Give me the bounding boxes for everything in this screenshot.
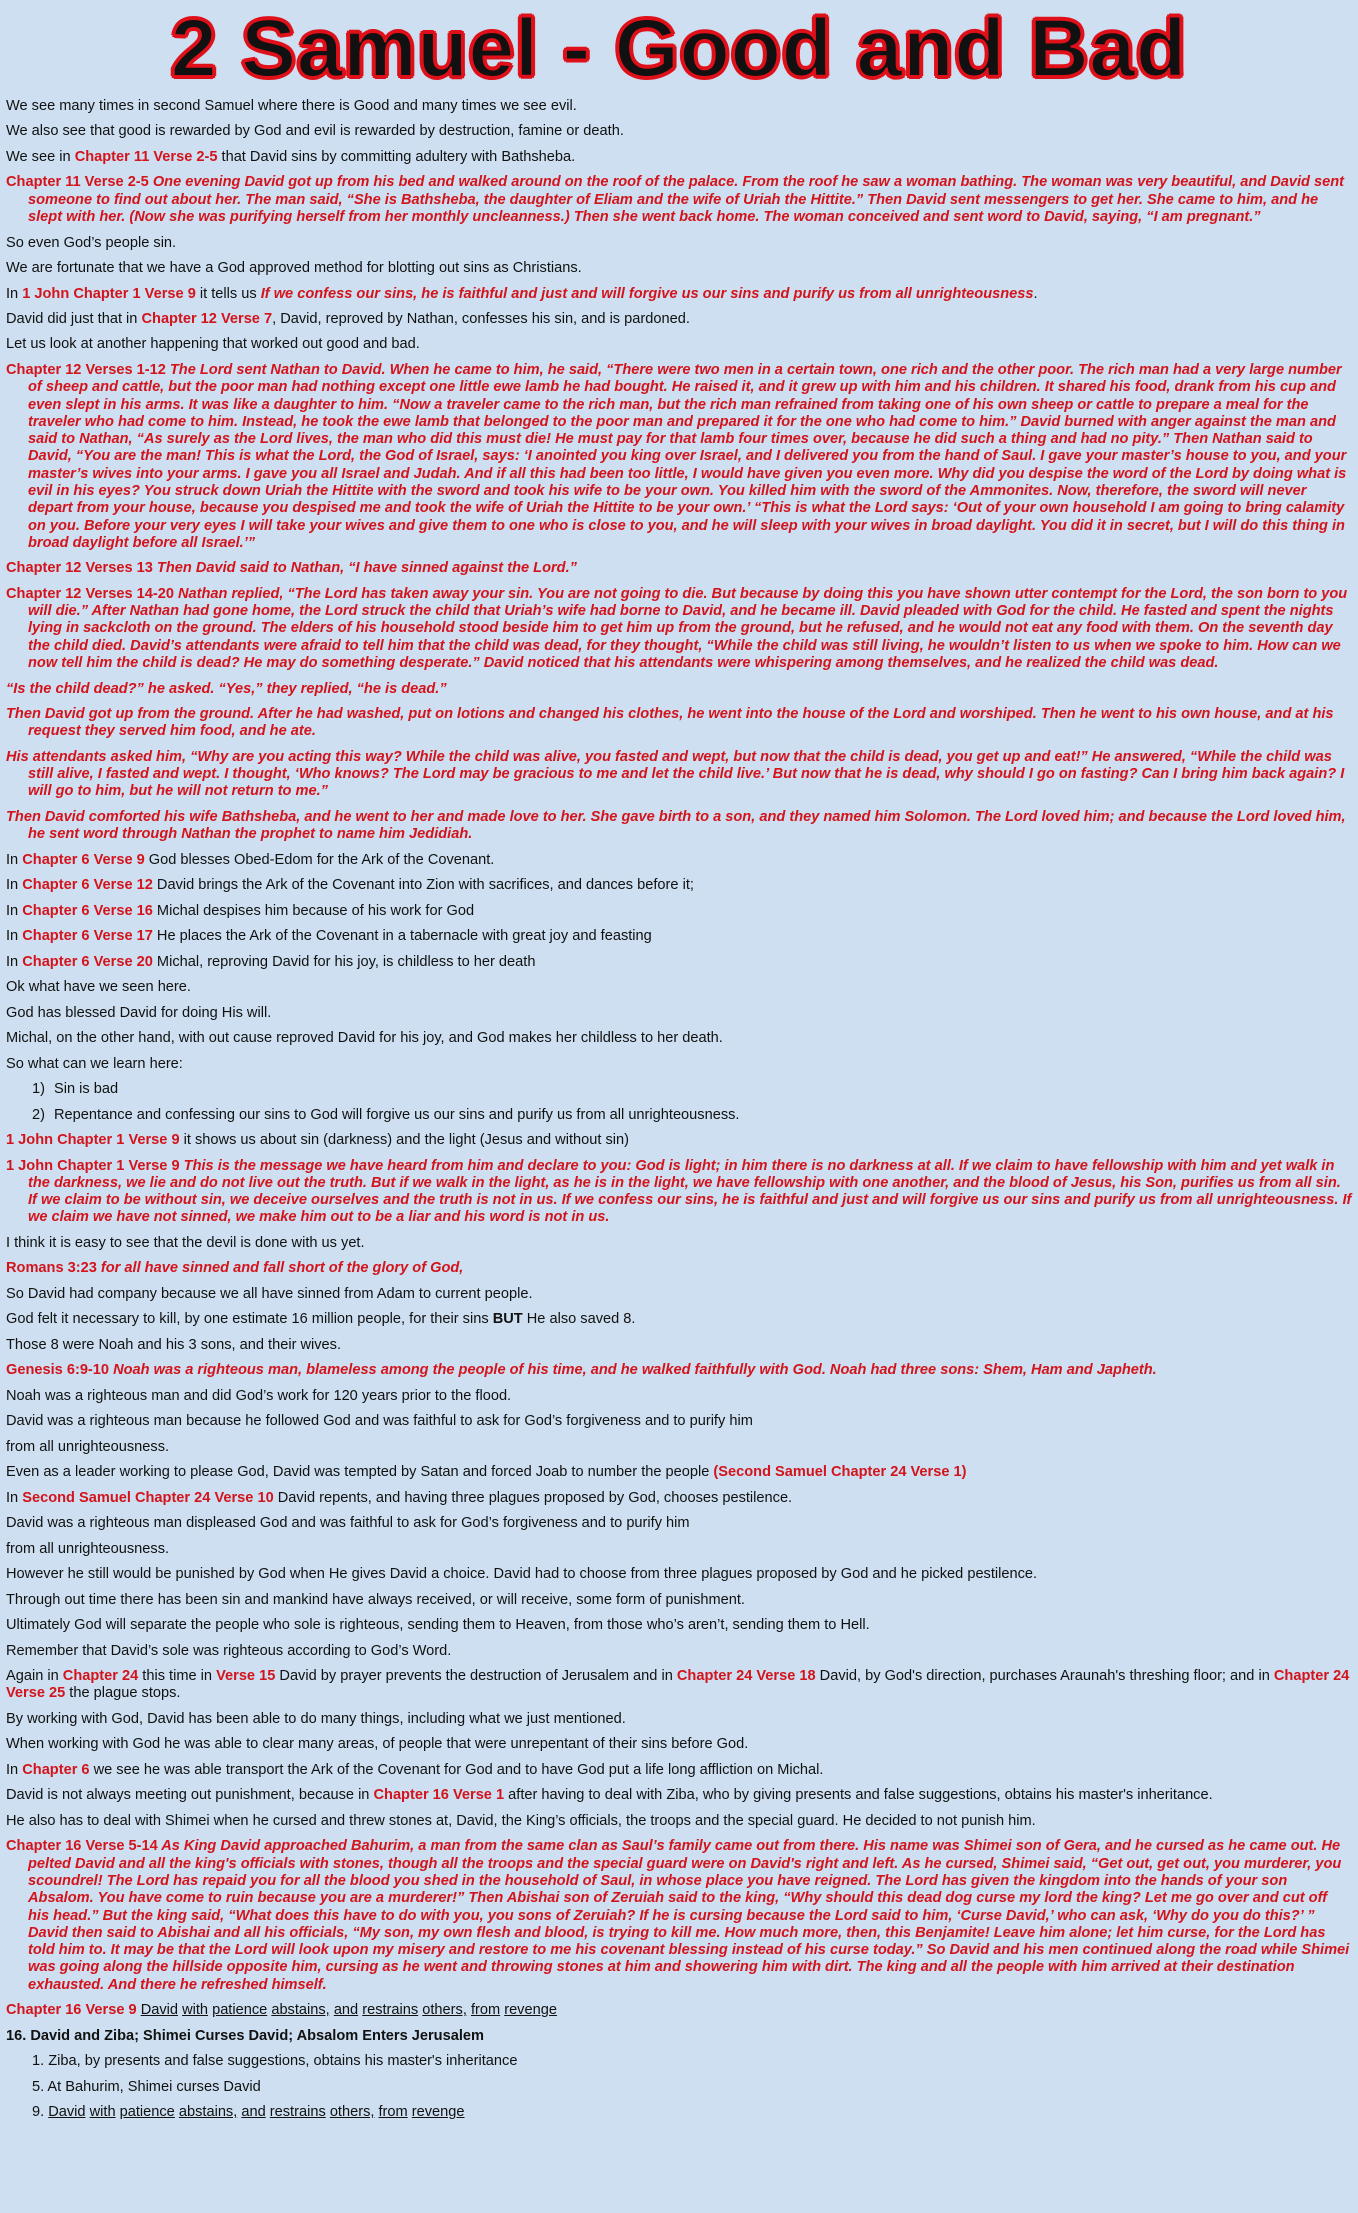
scripture-quote — [6, 749, 1352, 801]
text: we see he was able transport the Ark of the Covenant for God and to have God put a life long affliction on Michal. — [89, 1761, 824, 1778]
scripture-reference: Chapter 6 Verse 9 — [22, 851, 145, 868]
scripture-reference: Chapter 12 Verses 1-12 — [6, 361, 166, 378]
text: 5. At Bahurim, Shimei curses David — [32, 2078, 261, 2095]
paragraph — [6, 877, 1352, 894]
underlined-word: others, — [329, 2104, 375, 2121]
text: David is not always meeting out punishment, because in — [6, 1787, 374, 1804]
text: David brings the Ark of the Covenant into Zion with sacrifices, and dances before it; — [152, 877, 694, 894]
paragraph — [6, 1566, 1352, 1583]
list-number: 9. — [32, 2104, 45, 2121]
text: In — [6, 902, 23, 919]
paragraph — [6, 1056, 1352, 1073]
scripture-text: If we confess our sins, he is faithful and just and will forgive us our sins and purify us from all unrighteousness — [260, 285, 1034, 302]
emphasis: BUT — [492, 1311, 523, 1328]
scripture-reference: (Second Samuel Chapter 24 Verse 1) — [713, 1464, 967, 1481]
text: He also saved 8. — [522, 1311, 636, 1328]
text: it tells us — [195, 285, 261, 302]
scripture-quote — [6, 1838, 1352, 1994]
paragraph — [6, 954, 1352, 971]
scripture-quote — [6, 1158, 1352, 1227]
underlined-word: abstains, — [178, 2104, 238, 2121]
paragraph — [6, 1132, 1352, 1149]
scripture-reference: Chapter 24 Verse 18 — [676, 1668, 816, 1685]
paragraph — [6, 1787, 1352, 1804]
text: after having to deal with Ziba, who by giving presents and false suggestions, obtains his master's inheritance. — [504, 1787, 1213, 1804]
text: 1. Ziba, by presents and false suggestions, obtains his master's inheritance — [32, 2053, 518, 2070]
scripture-quote — [6, 586, 1352, 672]
scripture-quote — [6, 706, 1352, 741]
paragraph — [6, 1388, 1352, 1405]
scripture-reference: 1 John Chapter 1 Verse 9 — [6, 1157, 180, 1174]
scripture-reference: Chapter 6 Verse 16 — [22, 902, 153, 919]
paragraph — [6, 123, 1352, 140]
scripture-text: One evening David got up from his bed and walked around on the roof of the palace. From the roof he saw a woman bathing. The woman was very beautiful, and David sent someone to find out about her. The man said, “She is Bathsheba, the daughter of Eliam and the wife of Uriah the Hittite.” Then David sent messengers to get her. She came to him, and he slept with her. (Now she was purifying herself from her monthly uncleanness.) Then she went back home. The woman conceived and sent word to David, saying, “I am pregnant.” — [28, 174, 1345, 226]
scripture-quote — [6, 174, 1352, 226]
scripture-reference: Chapter 16 Verse 1 — [373, 1787, 505, 1804]
paragraph — [6, 1711, 1352, 1728]
paragraph — [6, 928, 1352, 945]
text: Sin is bad — [54, 1081, 119, 1098]
scripture-reference: Chapter 24 — [62, 1668, 139, 1685]
text: . — [1033, 285, 1038, 302]
text: Let us look at another happening that worked out good and bad. — [6, 336, 420, 353]
text: Repentance and confessing our sins to God will forgive us our sins and purify us from all unrighteousness. — [54, 1106, 740, 1123]
text: Michal despises him because of his work for God — [152, 902, 475, 919]
text: David did just that in — [6, 310, 142, 327]
text: So what can we learn here: — [6, 1055, 183, 1072]
scripture-reference: Chapter 6 — [22, 1761, 90, 1778]
paragraph — [6, 2002, 1352, 2019]
scripture-reference: Chapter 12 Verse 7 — [141, 310, 273, 327]
scripture-text: His attendants asked him, “Why are you acting this way? While the child was alive, you fasted and wept, but now that the child is dead, you get up and eat!” He answered, “While the child was still alive, I fasted and wept. I thought, ‘Who knows? The Lord may be gracious to me and let the child live.’ But now that he is dead, why should I go on fasting? Can I bring him back again? I will go to him, but he will not return to me.” — [6, 748, 1345, 800]
scripture-quote — [6, 681, 1352, 698]
paragraph — [6, 1286, 1352, 1303]
underlined-word: patience — [119, 2104, 175, 2121]
paragraph — [6, 1005, 1352, 1022]
text: In — [6, 953, 23, 970]
text: Again in — [6, 1668, 63, 1685]
underlined-word: with — [182, 2002, 209, 2019]
scripture-text: Noah was a righteous man, blameless among the people of his time, and he walked faithfully with God. Noah had three sons: Shem, Ham and Japheth. — [109, 1362, 1157, 1379]
text: Remember that David’s sole was righteous according to God’s Word. — [6, 1642, 452, 1659]
underlined-word: revenge — [504, 2002, 557, 2019]
text: By working with God, David has been able to do many things, including what we just mentioned. — [6, 1710, 626, 1727]
paragraph — [6, 1362, 1352, 1379]
text: In — [6, 1761, 23, 1778]
paragraph — [6, 852, 1352, 869]
scripture-text: As King David approached Bahurim, a man from the same clan as Saul’s family came out from there. His name was Shimei son of Gera, and he cursed as he came out. He pelted David and all the king's officials with stones, though all the troops and the special guard were on David's right and left. As he cursed, Shimei said, “Get out, get out, you murderer, you scoundrel! The Lord has repaid you for all the blood you shed in the household of Saul, in whose place you have reigned. The Lord has given the kingdom into the hands of your son Absalom. You have come to ruin because you are a murderer!” Then Abishai son of Zeruiah said to the king, “Why should this dead dog curse my lord the king? Let me go over and cut off his head.” But the king said, “What does this have to do with you, you sons of Zeruiah? If he is cursing because the Lord said to him, ‘Curse David,’ who can ask, ‘Why do you do this?’ ” David then said to Abishai and all his officials, “My son, my own flesh and blood, is trying to kill me. How much more, then, this Benjamite! Leave him alone; let him curse, for the Lord has told him to. It may be that the Lord will look upon my misery and restore to me his covenant blessing instead of his curse today.” So David and his men continued along the road while Shimei was going along the hillside opposite him, cursing as he went and throwing stones at him and showering him with dirt. The king and all the people with him arrived at their destination exhausted. And there he refreshed himself. — [28, 1838, 1350, 1993]
scripture-reference: Chapter 16 Verse 9 — [6, 2002, 137, 2019]
text: Michal, on the other hand, with out cause reproved David for his joy, and God makes her childless to her death. — [6, 1030, 723, 1047]
text: the plague stops. — [65, 1685, 181, 1702]
paragraph — [6, 979, 1352, 996]
text: David repents, and having three plagues proposed by God, chooses pestilence. — [273, 1489, 793, 1506]
list-item — [6, 2053, 1352, 2070]
text: When working with God he was able to clear many areas, of people that were unrepentant of their sins before God. — [6, 1736, 749, 1753]
scripture-reference: Second Samuel Chapter 24 Verse 10 — [22, 1489, 274, 1506]
list-item — [6, 2079, 1352, 2096]
scripture-quote — [6, 809, 1352, 844]
scripture-text: The Lord sent Nathan to David. When he came to him, he said, “There were two men in a certain town, one rich and the other poor. The rich man had a very large number of sheep and cattle, but the poor man had nothing except one little ewe lamb he had bought. He raised it, and it grew up with him and his children. It shared his food, drank from his cup and even slept in his arms. It was like a daughter to him. “Now a traveler came to the rich man, but the rich man refrained from taking one of his own sheep or cattle to prepare a meal for the traveler who had come to him. Instead, he took the ewe lamb that belonged to the poor man and prepared it for the one who had come to him.” David burned with anger against the man and said to Nathan, “As surely as the Lord lives, the man who did this must die! He must pay for that lamb four times over, because he did such a thing and had no pity.” Then Nathan said to David, “You are the man! This is what the Lord, the God of Israel, says: ‘I anointed you king over Israel, and I delivered you from the hand of Saul. I gave your master’s house to you, and your master’s wives into your arms. I gave you all Israel and Judah. And if all this had been too little, I would have given you even more. Why did you despise the word of the Lord by doing what is evil in his eyes? You struck down Uriah the Hittite with the sword and took his wife to be your own. You killed him with the sword of the Ammonites. Now, therefore, the sword will never depart from your house, because you despised me and took the wife of Uriah the Hittite to be your own.’ “This is what the Lord says: ‘Out of your own household I am going to bring calamity on you. Before your very eyes I will take your wives and give them to one who is close to you, and he will sleep with your wives in broad daylight. You did it in secret, but I will do this thing in broad daylight before all Israel.’” — [28, 361, 1347, 551]
text: , David, reproved by Nathan, confesses his sin, and is pardoned. — [272, 310, 690, 327]
paragraph — [6, 1668, 1352, 1703]
underlined-word: restrains — [362, 2002, 419, 2019]
text: Ok what have we seen here. — [6, 979, 191, 996]
scripture-text: for all have sinned and fall short of the glory of God, — [96, 1260, 464, 1277]
scripture-reference: Chapter 11 Verse 2-5 — [6, 174, 149, 191]
text: He places the Ark of the Covenant in a tabernacle with great joy and feasting — [152, 928, 652, 945]
text: Those 8 were Noah and his 3 sons, and their wives. — [6, 1336, 342, 1353]
underlined-word: from — [378, 2104, 408, 2121]
text: In — [6, 851, 23, 868]
text: I think it is easy to see that the devil is done with us yet. — [6, 1234, 365, 1251]
paragraph — [6, 1311, 1352, 1328]
text: David was a righteous man displeased God and was faithful to ask for God’s forgiveness and to purify him — [6, 1515, 690, 1532]
text: David by prayer prevents the destruction of Jerusalem and in — [275, 1668, 677, 1685]
paragraph — [6, 1490, 1352, 1507]
text: In — [6, 1489, 23, 1506]
text: We are fortunate that we have a God approved method for blotting out sins as Christians. — [6, 260, 582, 277]
scripture-quote — [6, 362, 1352, 552]
scripture-reference: Chapter 16 Verse 5-14 — [6, 1838, 158, 1855]
list-item — [6, 1081, 1352, 1098]
paragraph — [6, 1413, 1352, 1430]
text: David, by God's direction, purchases Araunah's threshing floor; and in — [815, 1668, 1274, 1685]
scripture-text: Then David got up from the ground. After he had washed, put on lotions and changed his clothes, he went into the house of the Lord and worshiped. Then he went to his own house, and at his request they served him food, and he ate. — [6, 706, 1334, 740]
paragraph — [6, 1541, 1352, 1558]
paragraph — [6, 260, 1352, 277]
underlined-word: and — [241, 2104, 266, 2121]
section-heading: 16. David and Ziba; Shimei Curses David; Absalom Enters Jerusalem — [6, 2027, 484, 2044]
list-item — [6, 2104, 1352, 2121]
paragraph — [6, 336, 1352, 353]
text: He also has to deal with Shimei when he cursed and threw stones at, David, the King’s officials, the troops and the special guard. He decided to not punish him. — [6, 1812, 1036, 1829]
paragraph — [6, 903, 1352, 920]
text: In — [6, 928, 23, 945]
scripture-quote — [6, 560, 1352, 577]
document-body — [6, 98, 1352, 2121]
text: God has blessed David for doing His will. — [6, 1004, 272, 1021]
paragraph — [6, 1736, 1352, 1753]
paragraph — [6, 1592, 1352, 1609]
scripture-reference: Chapter 6 Verse 17 — [22, 928, 153, 945]
paragraph — [6, 1813, 1352, 1830]
paragraph — [6, 1515, 1352, 1532]
scripture-text: This is the message we have heard from him and declare to you: God is light; in him there is no darkness at all. If we claim to have fellowship with him and yet walk in the darkness, we lie and do not live out the truth. But if we walk in the light, as he is in the light, we have fellowship with one another, and the blood of Jesus, his Son, purifies us from all sin. If we claim to be without sin, we deceive ourselves and the truth is not in us. If we confess our sins, he is faithful and just and will forgive us our sins and purify us from all unrighteousness. If we claim we have not sinned, we make him out to be a liar and his word is not in us. — [28, 1157, 1352, 1226]
list-item — [6, 1107, 1352, 1124]
scripture-reference: Genesis 6:9-10 — [6, 1362, 110, 1379]
underlined-word: abstains, — [271, 2002, 330, 2019]
text: from all unrighteousness. — [6, 1540, 170, 1557]
paragraph — [6, 1762, 1352, 1779]
paragraph — [6, 1617, 1352, 1634]
text: Noah was a righteous man and did God’s work for 120 years prior to the flood. — [6, 1387, 512, 1404]
paragraph — [6, 1337, 1352, 1354]
text: Even as a leader working to please God, David was tempted by Satan and forced Joab to number the people — [6, 1464, 714, 1481]
underlined-word: David — [140, 2002, 178, 2019]
text: We also see that good is rewarded by God and evil is rewarded by destruction, famine or death. — [6, 123, 624, 140]
scripture-reference: Chapter 12 Verses 13 — [6, 560, 153, 577]
text: this time in — [138, 1668, 217, 1685]
text: Ultimately God will separate the people who sole is righteous, sending them to Heaven, from those who’s aren’t, sending them to Hell. — [6, 1617, 870, 1634]
paragraph — [6, 311, 1352, 328]
scripture-text: Then David comforted his wife Bathsheba, and he went to her and made love to her. She gave birth to a son, and they named him Solomon. The Lord loved him; and because the Lord loved him, he sent word through Nathan the prophet to name him Jedidiah. — [6, 808, 1346, 843]
paragraph — [6, 1643, 1352, 1660]
paragraph — [6, 1030, 1352, 1047]
text: Through out time there has been sin and mankind have always received, or will receive, some form of punishment. — [6, 1591, 745, 1608]
text: it shows us about sin (darkness) and the light (Jesus and without sin) — [179, 1132, 629, 1149]
underlined-word: restrains — [269, 2104, 326, 2121]
scripture-reference: Chapter 11 Verse 2-5 — [74, 148, 218, 165]
scripture-text: Then David said to Nathan, “I have sinned against the Lord.” — [152, 560, 577, 577]
scripture-reference: Verse 15 — [216, 1668, 276, 1685]
paragraph — [6, 235, 1352, 252]
scripture-reference: Romans 3:23 — [6, 1260, 97, 1277]
text: So even God’s people sin. — [6, 234, 177, 251]
underlined-word: patience — [212, 2002, 268, 2019]
underlined-word: from — [470, 2002, 501, 2019]
scripture-reference: Chapter 12 Verses 14-20 — [6, 585, 174, 602]
scripture-text: Nathan replied, “The Lord has taken away your sin. You are not going to die. But because by doing this you have shown utter contempt for the Lord, the son born to you will die.” After Nathan had gone home, the Lord struck the child that Uriah’s wife had borne to David, and he became ill. David pleaded with God for the child. He fasted and spent the nights lying in sackcloth on the ground. The elders of his household stood beside him to get him up from the ground, but he refused, and he would not eat any food with them. On the seventh day the child died. David’s attendants were afraid to tell him that the child was dead, for they thought, “While the child was still living, he wouldn’t listen to us when we spoke to him. How can we now tell him the child is dead? He may do something desperate.” David noticed that his attendants were whispering among themselves, and he realized the child was dead. — [28, 585, 1348, 672]
text: We see in — [6, 148, 75, 165]
paragraph — [6, 1464, 1352, 1481]
paragraph — [6, 149, 1352, 166]
underlined-word: and — [333, 2002, 359, 2019]
list-number: 2) — [32, 1106, 45, 1123]
scripture-reference: Chapter 6 Verse 12 — [22, 877, 153, 894]
text: So David had company because we all have sinned from Adam to current people. — [6, 1285, 533, 1302]
paragraph — [6, 1260, 1352, 1277]
paragraph — [6, 1439, 1352, 1456]
underlined-word: others, — [422, 2002, 467, 2019]
page-title: 2 Samuel - Good and Bad — [170, 3, 1188, 94]
text: Michal, reproving David for his joy, is childless to her death — [152, 953, 536, 970]
text: In — [6, 285, 23, 302]
paragraph — [6, 98, 1352, 115]
text: God blesses Obed-Edom for the Ark of the Covenant. — [144, 851, 495, 868]
text: God felt it necessary to kill, by one estimate 16 million people, for their sins — [6, 1311, 493, 1328]
text: from all unrighteousness. — [6, 1438, 170, 1455]
underlined-word: with — [89, 2104, 116, 2121]
underlined-word: David — [48, 2104, 86, 2121]
text: In — [6, 877, 23, 894]
scripture-text: “Is the child dead?” he asked. “Yes,” they replied, “he is dead.” — [6, 680, 447, 697]
text: that David sins by committing adultery with Bathsheba. — [217, 148, 576, 165]
scripture-reference: Chapter 6 Verse 20 — [22, 953, 153, 970]
scripture-reference: 1 John Chapter 1 Verse 9 — [6, 1132, 180, 1149]
underlined-word: revenge — [411, 2104, 465, 2121]
text: However he still would be punished by God when He gives David a choice. David had to choose from three plagues proposed by God and he picked pestilence. — [6, 1566, 1038, 1583]
text: We see many times in second Samuel where there is Good and many times we see evil. — [6, 98, 577, 114]
list-number: 1) — [32, 1081, 45, 1098]
text: David was a righteous man because he followed God and was faithful to ask for God’s forgiveness and to purify him — [6, 1413, 753, 1430]
paragraph — [6, 286, 1352, 303]
paragraph — [6, 1235, 1352, 1252]
scripture-reference: 1 John Chapter 1 Verse 9 — [22, 285, 196, 302]
scripture-reference: Chapter 24 Verse 25 — [6, 1668, 1350, 1702]
